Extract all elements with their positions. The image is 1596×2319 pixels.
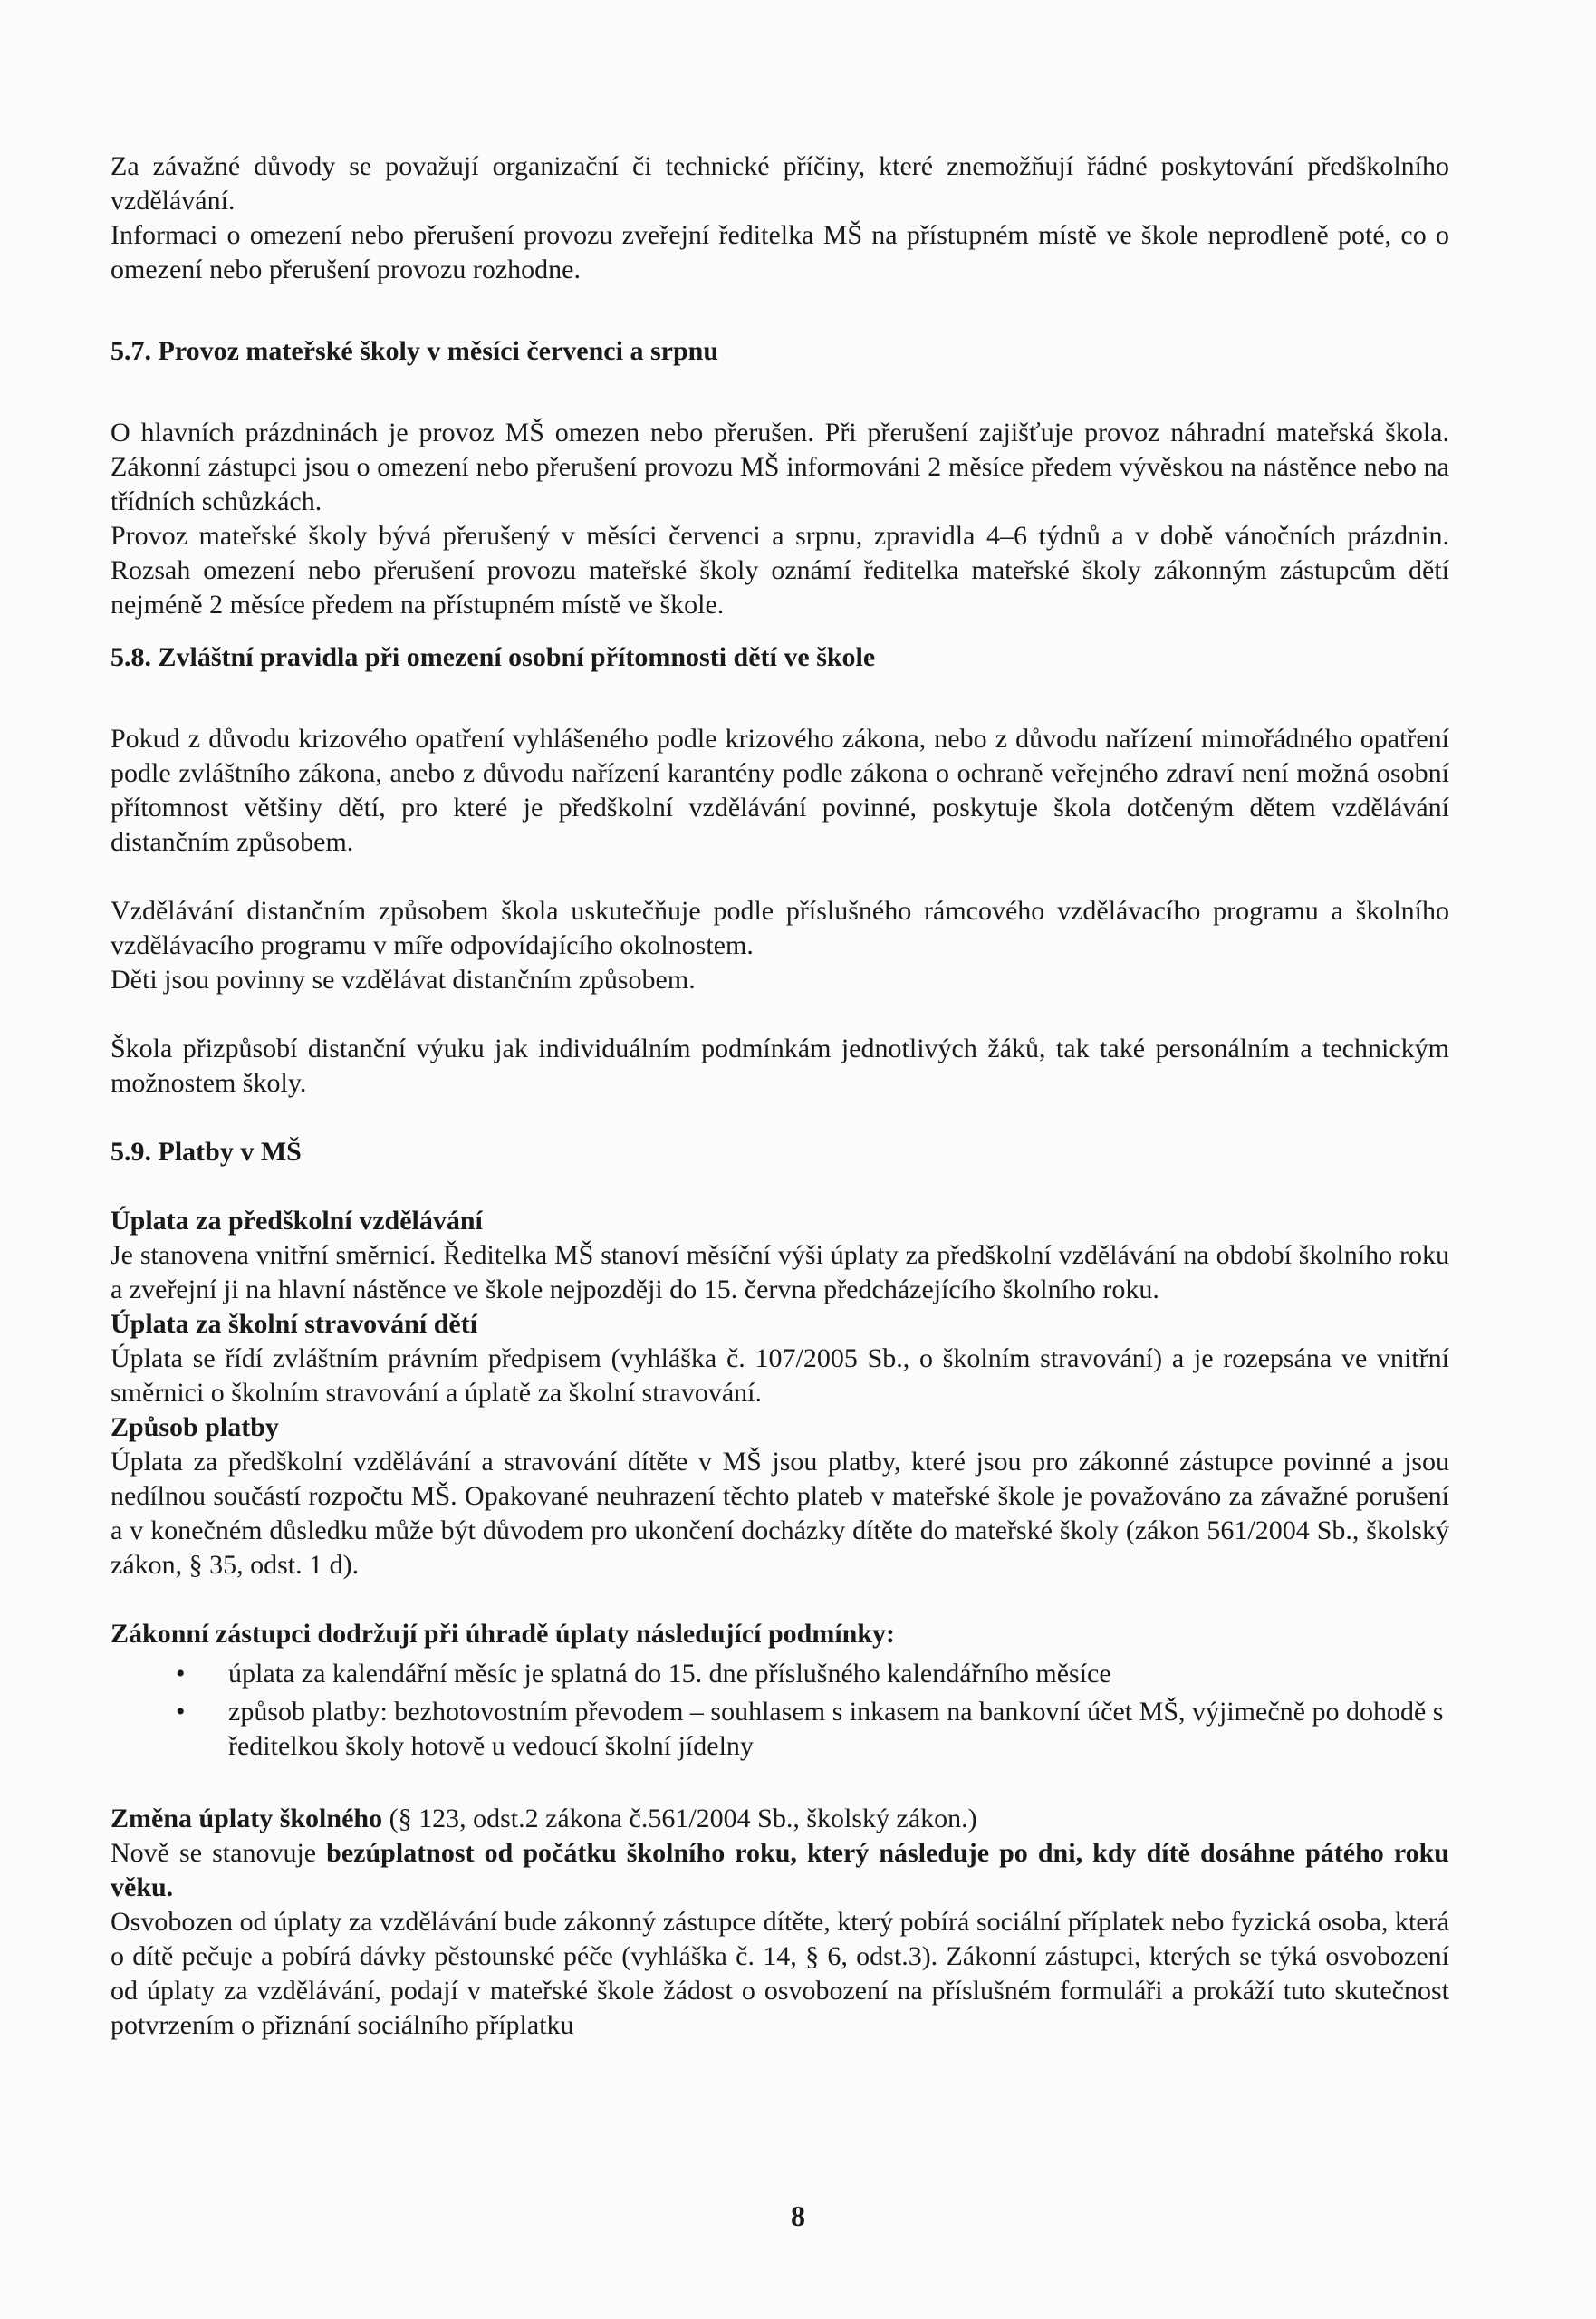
bullet-icon: • bbox=[176, 1659, 186, 1689]
page-content bbox=[111, 149, 1449, 2043]
fee-meals-heading: Úplata za školní stravování dětí bbox=[111, 1309, 478, 1339]
intro-paragraph-1: Za závažné důvody se považují organizační či technické příčiny, které znemožňují řádné poskytování předškolního vzdělávání. bbox=[111, 151, 1449, 216]
intro-paragraph-2: Informaci o omezení nebo přerušení provozu zveřejní ředitelka MŠ na přístupném místě ve škole neprodleně poté, co o omezení nebo přerušení provozu rozhodne. bbox=[111, 220, 1449, 284]
list-item bbox=[111, 1695, 1449, 1764]
list-item bbox=[111, 1657, 1449, 1691]
list-item-text: úplata za kalendářní měsíc je splatná do 15. dne příslušného kalendářního měsíce bbox=[228, 1659, 1111, 1689]
section-5-9-heading: 5.9. Platby v MŠ bbox=[111, 1137, 302, 1167]
bullet-icon: • bbox=[176, 1697, 186, 1727]
page-number: 8 bbox=[791, 2199, 805, 2232]
fee-change-reference: (§ 123, odst.2 zákona č.561/2004 Sb., školský zákon.) bbox=[382, 1804, 977, 1833]
section-5-7-heading: 5.7. Provoz mateřské školy v měsíci červenci a srpnu bbox=[111, 336, 719, 366]
fee-meals-text: Úplata se řídí zvláštním právním předpisem (vyhláška č. 107/2005 Sb., o školním stravování) a je rozepsána ve vnitřní směrnici o školním stravování a úplatě za školní stravování. bbox=[111, 1343, 1449, 1408]
free-of-charge-prefix: Nově se stanovuje bbox=[111, 1838, 327, 1868]
exemption-paragraph: Osvobozen od úplaty za vzdělávání bude zákonný zástupce dítěte, který pobírá sociální příplatek nebo fyzická osoba, která o dítě pečuje a pobírá dávky pěstounské péče (vyhláška č. 14, § 6, odst.3). Zákonní zástupci, kterých se týká osvobození od úplaty za vzdělávání, podají v mateřské škole žádost o osvobození na příslušném formuláři a prokáží tuto skutečnost potvrzením o přiznání sociálního příplatku bbox=[111, 1907, 1449, 2040]
payment-conditions-list bbox=[111, 1657, 1449, 1764]
section-5-8-heading: 5.8. Zvláštní pravidla při omezení osobní přítomnosti dětí ve škole bbox=[111, 642, 876, 672]
payment-method-text: Úplata za předškolní vzdělávání a stravování dítěte v MŠ jsou platby, které jsou pro zákonné zástupce povinné a jsou nedílnou součástí rozpočtu MŠ. Opakované neuhrazení těchto plateb v mateřské škole je považováno za závažné porušení a v konečném důsledku může být důvodem pro ukončení docházky dítěte do mateřské školy (zákon 561/2004 Sb., školský zákon, § 35, odst. 1 d). bbox=[111, 1447, 1449, 1580]
list-item-text: způsob platby: bezhotovostním převodem – souhlasem s inkasem na bankovní účet MŠ, výjimečně po dohodě s ředitelkou školy hotově u vedoucí školní jídelny bbox=[228, 1697, 1444, 1761]
payment-conditions-heading: Zákonní zástupci dodržují při úhradě úplaty následující podmínky: bbox=[111, 1619, 896, 1649]
section-5-8-paragraph-2: Vzdělávání distančním způsobem škola uskutečňuje podle příslušného rámcového vzdělávacího programu a školního vzdělávacího programu v míře odpovídajícího okolnostem. bbox=[111, 896, 1449, 960]
free-of-charge-rule: bezúplatnost od počátku školního roku, který následuje po dni, kdy dítě dosáhne pátého roku věku. bbox=[111, 1838, 1449, 1902]
fee-preschool-text: Je stanovena vnitřní směrnicí. Ředitelka MŠ stanoví měsíční výši úplaty za předškolní vzdělávání na období školního roku a zveřejní ji na hlavní nástěnce ve škole nejpozději do 15. června předcházejícího školního roku. bbox=[111, 1240, 1449, 1304]
free-of-charge-line bbox=[111, 1836, 1449, 1905]
section-5-8-paragraph-4: Škola přizpůsobí distanční výuku jak individuálním podmínkám jednotlivých žáků, tak také personálním a technickým možnostem školy. bbox=[111, 1034, 1449, 1098]
section-5-7-paragraph-1: O hlavních prázdninách je provoz MŠ omezen nebo přerušen. Při přerušení zajišťuje provoz náhradní mateřská škola. Zákonní zástupci jsou o omezení nebo přerušení provozu MŠ informováni 2 měsíce předem vývěskou na nástěnce nebo na třídních schůzkách. bbox=[111, 418, 1449, 516]
fee-change-label: Změna úplaty školného bbox=[111, 1804, 383, 1833]
section-5-7-paragraph-2: Provoz mateřské školy bývá přerušený v měsíci červenci a srpnu, zpravidla 4–6 týdnů a v době vánočních prázdnin. Rozsah omezení nebo přerušení provozu mateřské školy oznámí ředitelka mateřské školy zákonným zástupcům dětí nejméně 2 měsíce předem na přístupném místě ve škole. bbox=[111, 521, 1449, 620]
section-5-8-paragraph-3: Děti jsou povinny se vzdělávat distančním způsobem. bbox=[111, 965, 696, 995]
payment-method-heading: Způsob platby bbox=[111, 1412, 279, 1442]
section-5-8-paragraph-1: Pokud z důvodu krizového opatření vyhlášeného podle krizového zákona, nebo z důvodu nařízení mimořádného opatření podle zvláštního zákona, anebo z důvodu nařízení karantény podle zákona o ochraně veřejného zdraví není možná osobní přítomnost většiny dětí, pro které je předškolní vzdělávání povinné, poskytuje škola dotčeným dětem vzdělávání distančním způsobem. bbox=[111, 724, 1449, 857]
fee-preschool-heading: Úplata za předškolní vzdělávání bbox=[111, 1206, 483, 1236]
fee-change-line bbox=[111, 1802, 1449, 1836]
